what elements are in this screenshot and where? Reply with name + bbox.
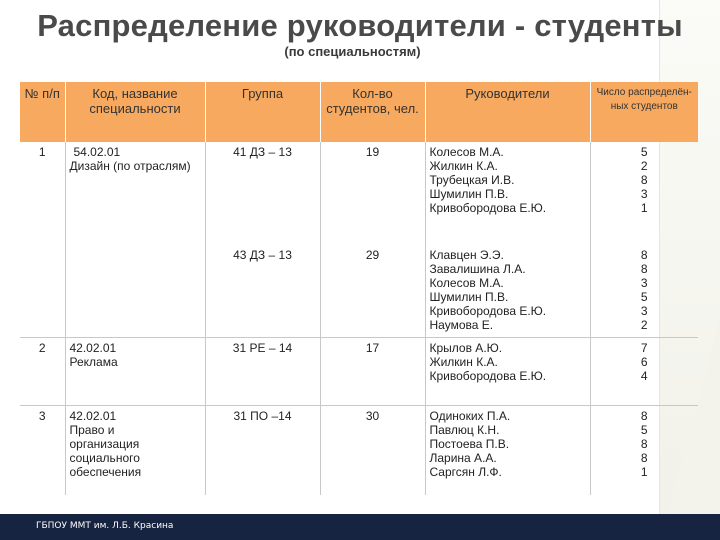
page-title: Распределение руководители - студенты <box>37 8 683 43</box>
supervisor-name: Крылов А.Ю. <box>429 340 503 355</box>
specialty-name: Право и организация социального обеспечения <box>69 422 142 479</box>
specialty-code: 42.02.01 <box>69 408 117 423</box>
specialty-name: Реклама <box>69 354 118 369</box>
supervisors-cell <box>425 232 590 337</box>
student-count: 8 <box>640 262 648 276</box>
group-cell: 41 ДЗ – 13 <box>205 142 320 232</box>
specialty-cell <box>65 405 205 495</box>
specialty-code: 54.02.01 <box>73 145 121 159</box>
supervisors-cell <box>425 142 590 232</box>
student-count: 3 <box>640 276 648 290</box>
page-subtitle: (по специальностям) <box>284 44 421 59</box>
supervisor-name: Клавцен Э.Э. <box>429 248 504 262</box>
supervisor-name: Саргсян Л.Ф. <box>429 464 502 479</box>
group-cell: 31 ПО –14 <box>205 405 320 495</box>
supervisor-name: Трубецкая И.В. <box>429 173 515 187</box>
row-num: 2 <box>20 337 65 405</box>
student-count: 1 <box>640 464 648 479</box>
count-cell: 30 <box>320 405 425 495</box>
footer-text: ГБПОУ ММТ им. Л.Б. Красина <box>36 521 174 531</box>
group-cell: 31 РЕ – 14 <box>205 337 320 405</box>
student-count: 8 <box>640 173 648 187</box>
student-count: 1 <box>640 201 648 215</box>
table-row <box>20 405 698 495</box>
student-count: 6 <box>640 354 648 369</box>
supervisor-name: Кривобородова Е.Ю. <box>429 368 547 383</box>
supervisors-cell <box>425 405 590 495</box>
student-count: 2 <box>640 318 648 332</box>
student-count: 5 <box>640 290 648 304</box>
supervisor-name: Наумова Е. <box>429 318 494 332</box>
header-group: Группа <box>205 82 320 142</box>
student-count: 8 <box>640 408 648 423</box>
supervisor-name: Шумилин П.В. <box>429 290 509 304</box>
student-count: 8 <box>640 450 648 465</box>
supervisor-name: Кривобородова Е.Ю. <box>429 201 547 215</box>
student-count: 3 <box>640 304 648 318</box>
count-cell: 17 <box>320 337 425 405</box>
group-cell: 43 ДЗ – 13 <box>205 232 320 337</box>
students-cell <box>590 337 698 405</box>
supervisor-name: Колесов М.А. <box>429 145 504 159</box>
student-count: 8 <box>640 248 648 262</box>
student-count: 5 <box>640 422 648 437</box>
footer-bar <box>0 514 720 540</box>
count-cell: 29 <box>320 232 425 337</box>
row-num: 1 <box>20 142 65 337</box>
student-count: 3 <box>640 187 648 201</box>
supervisor-name: Шумилин П.В. <box>429 187 509 201</box>
student-count: 2 <box>640 159 648 173</box>
student-count: 5 <box>640 145 648 159</box>
supervisor-name: Павлюц К.Н. <box>429 422 500 437</box>
count-cell: 19 <box>320 142 425 232</box>
table-row <box>20 337 698 405</box>
table-header-row <box>20 82 698 142</box>
supervisor-name: Одиноких П.А. <box>429 408 511 423</box>
specialty-cell <box>65 337 205 405</box>
supervisor-name: Кривобородова Е.Ю. <box>429 304 547 318</box>
header-num: № п/п <box>20 82 65 142</box>
header-supervisors: Руководители <box>425 82 590 142</box>
header-code: Код, название специальности <box>65 82 205 142</box>
students-cell <box>590 142 698 232</box>
specialty-cell <box>65 142 205 337</box>
supervisor-name: Колесов М.А. <box>429 276 504 290</box>
table-row <box>20 142 698 232</box>
header-distributed: Число распределён-ных студентов <box>590 82 698 142</box>
student-count: 8 <box>640 436 648 451</box>
specialty-code: 42.02.01 <box>69 340 117 355</box>
distribution-table <box>20 82 698 495</box>
supervisor-name: Завалишина Л.А. <box>429 262 526 276</box>
header-count: Кол-во студентов, чел. <box>320 82 425 142</box>
student-count: 4 <box>640 368 648 383</box>
supervisor-name: Постоева П.В. <box>429 436 510 451</box>
students-cell <box>590 405 698 495</box>
supervisors-cell <box>425 337 590 405</box>
student-count: 7 <box>640 340 648 355</box>
students-cell <box>590 232 698 337</box>
supervisor-name: Жилкин К.А. <box>429 354 498 369</box>
supervisor-name: Ларина А.А. <box>429 450 497 465</box>
supervisor-name: Жилкин К.А. <box>429 159 498 173</box>
row-num: 3 <box>20 405 65 495</box>
specialty-name: Дизайн (по отраслям) <box>69 159 191 173</box>
